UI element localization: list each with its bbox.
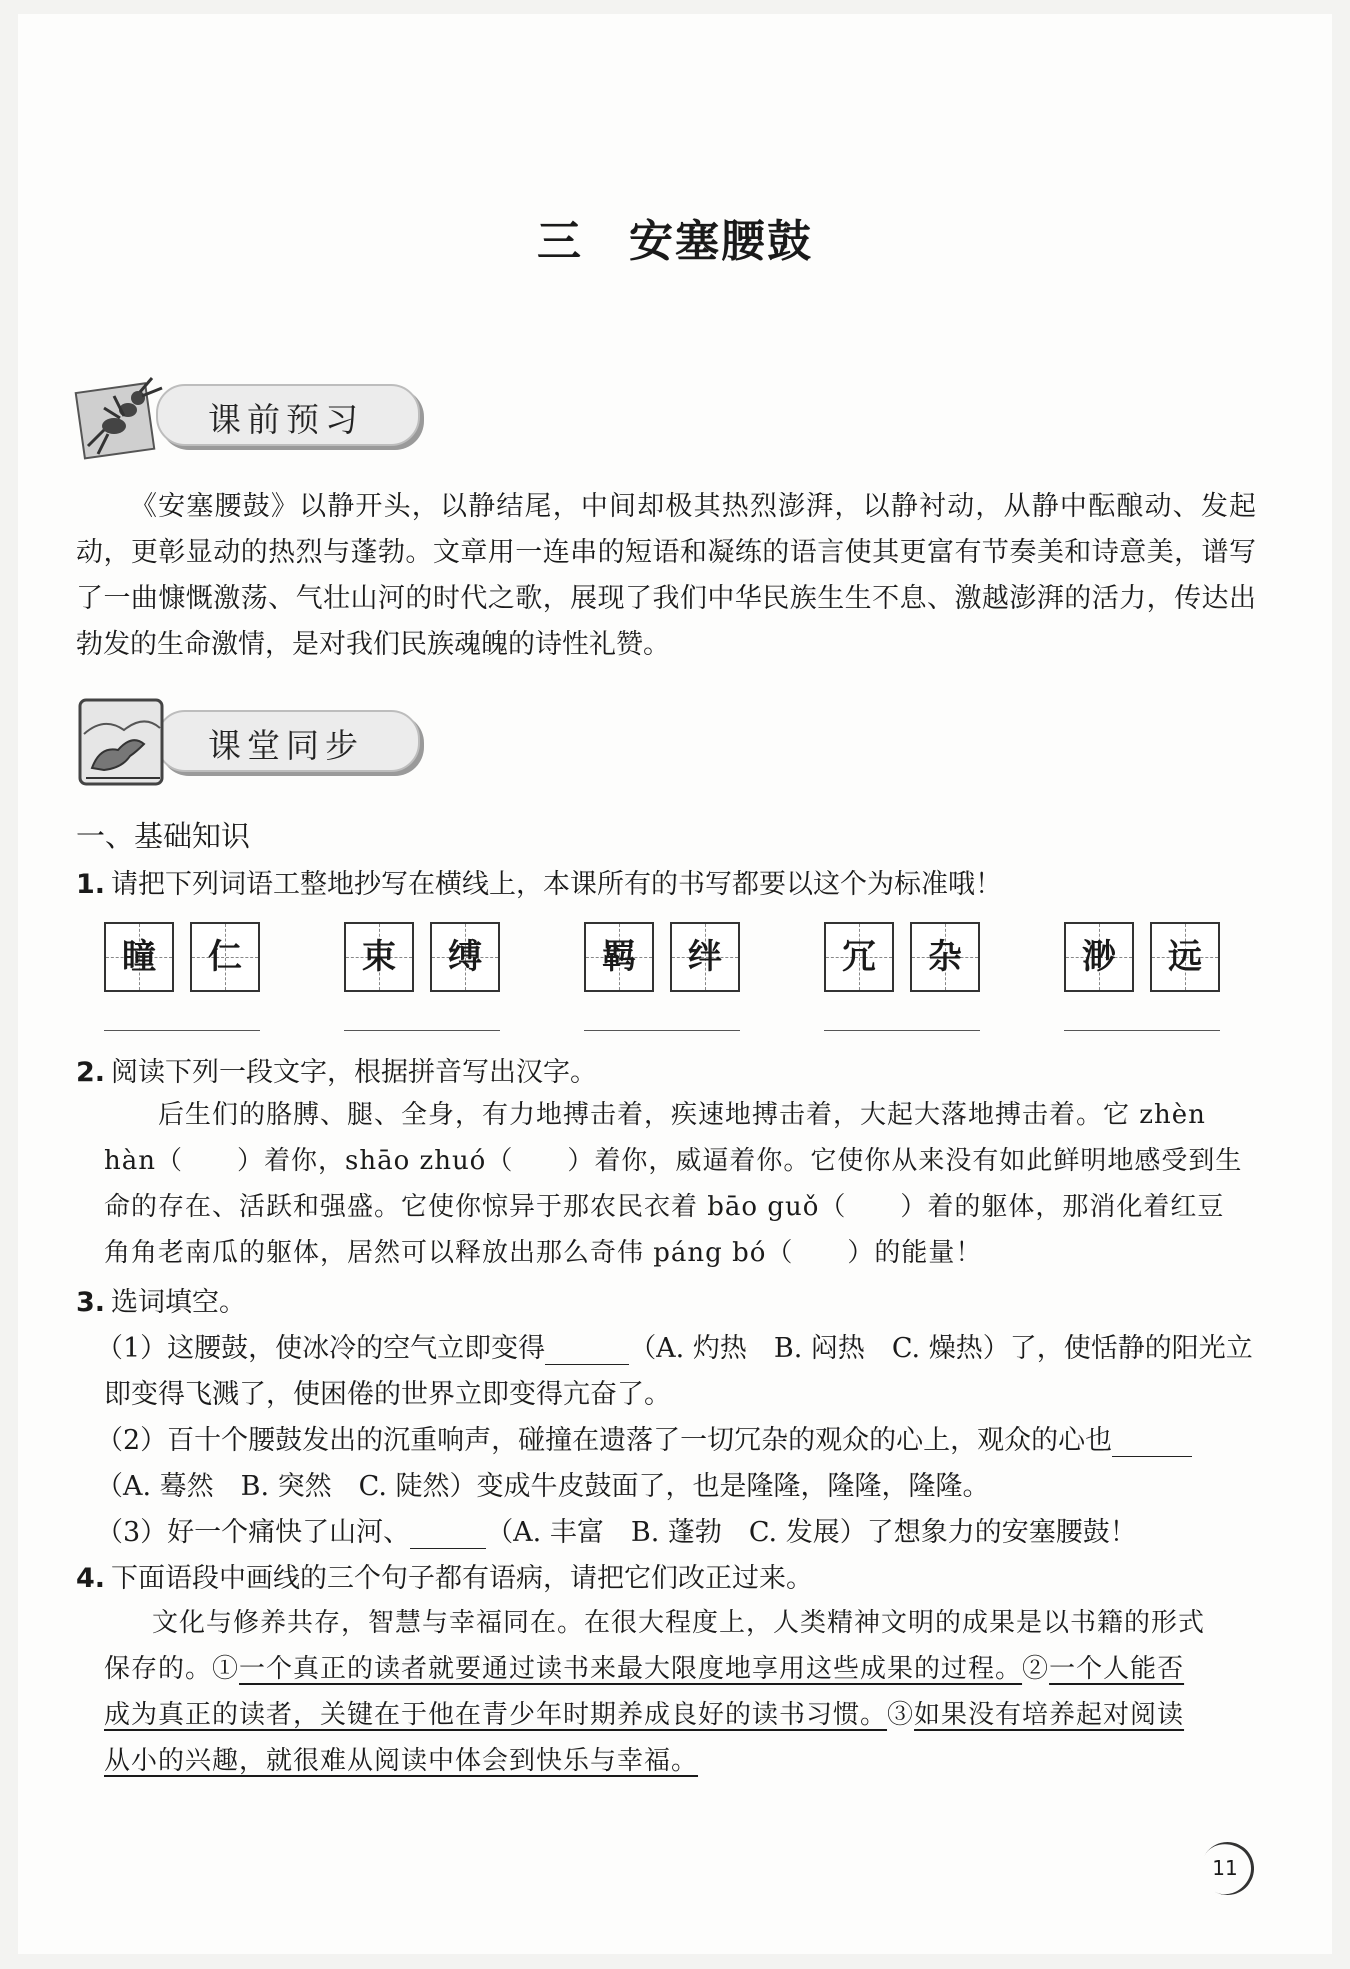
answer-blank[interactable] [545,1333,629,1365]
page-number [1205,1848,1245,1888]
char: 绊 [688,937,722,977]
writing-line[interactable] [824,1030,980,1031]
word-group-4 [824,922,980,1042]
word-group-3 [584,922,740,1042]
char-cell [190,922,260,992]
preview-text: 《安塞腰鼓》以静开头，以静结尾，中间却极其热烈澎湃，以静衬动，从静中酝酿动、发起动，更彰显动的热烈与蓬勃。文章用一连串的短语和凝练的语言使其更富有节奏美和诗意美，谱写了一曲慷慨激荡、气壮山河的时代之歌，展现了我们中华民族生生不息、激越澎湃的活力，传达出勃发的生命激情，是对我们民族魂魄的诗性礼赞。 [76,491,1256,660]
answer-blank[interactable] [1112,1425,1192,1457]
writing-line[interactable] [344,1030,500,1031]
section-label-classroom: 课堂同步 [208,726,364,765]
char: 束 [362,937,396,977]
q4-passage [104,1600,1256,1784]
ant-icon [74,368,170,464]
part1-heading: 一、基础知识 [76,819,251,853]
passage-line: 后生们的胳膊、腿、全身，有力地搏击着，疾速地搏击着，大起大落地搏击着。它 zhèn [158,1100,1206,1130]
sentence-marker-2: ② [1022,1654,1050,1684]
q4-line-2 [104,1646,1256,1692]
q3-item-2-cont [96,1464,990,1503]
question-1 [76,862,1002,901]
flawed-sentence-3a[interactable]: 如果没有培养起对阅读 [914,1700,1185,1730]
q4-number: 4. [76,1563,106,1594]
char-cell [344,922,414,992]
word-group-2 [344,922,500,1042]
section-pill [156,710,420,772]
q3-s2-part1: （2）百十个腰鼓发出的沉重响声，碰撞在遗落了一切冗杂的观众的心上，观众的心也 [96,1425,1113,1456]
q2-number: 2. [76,1057,106,1088]
char-cell [824,922,894,992]
char-cell [430,922,500,992]
q3-s1-part3: 即变得飞溅了，使困倦的世界立即变得亢奋了。 [104,1379,671,1410]
preview-paragraph [76,484,1256,668]
word-group-1 [104,922,260,1042]
char: 杂 [928,937,962,977]
q1-text: 请把下列词语工整地抄写在横线上，本课所有的书写都要以这个为标准哦！ [111,869,1003,900]
section-label-preview: 课前预习 [208,400,364,439]
passage-line: hàn（ ）着你，shāo zhuó（ ）着你，威逼着你。它使你从来没有如此鲜明地感受到生 [104,1146,1243,1176]
char: 渺 [1082,937,1116,977]
page-title: 三 安塞腰鼓 [537,216,813,267]
char-cell [104,922,174,992]
q4-intro2: 保存的。 [104,1654,213,1684]
q3-item-2 [96,1418,1266,1457]
char-cell [670,922,740,992]
q4-line-4 [104,1738,1256,1784]
q3-text: 选词填空。 [111,1287,247,1318]
q4-intro: 文化与修养共存，智慧与幸福同在。在很大程度上，人类精神文明的成果是以书籍的形式 [152,1608,1206,1638]
char: 瞳 [122,937,156,977]
q3-item-1-cont [104,1372,671,1411]
question-2 [76,1050,597,1089]
q4-text: 下面语段中画线的三个句子都有语病，请把它们改正过来。 [111,1563,814,1594]
char: 羁 [602,937,636,977]
char: 缚 [448,937,482,977]
q3-s3-part2: （A. 丰富 B. 蓬勃 C. 发展）了想象力的安塞腰鼓！ [486,1517,1137,1548]
char-cell [1064,922,1134,992]
sentence-marker-1: ① [212,1654,240,1684]
q3-s2-part2: （A. 蓦然 B. 突然 C. 陡然）变成牛皮鼓面了，也是隆隆，隆隆，隆隆。 [96,1471,990,1502]
q4-line-3 [104,1692,1256,1738]
q1-number: 1. [76,869,106,900]
flawed-sentence-1[interactable]: 一个真正的读者就要通过读书来最大限度地享用这些成果的过程。 [239,1654,1023,1684]
q3-s3-part1: （3）好一个痛快了山河、 [96,1517,411,1548]
q3-item-3 [96,1510,1137,1549]
flawed-sentence-3b[interactable]: 从小的兴趣，就很难从阅读中体会到快乐与幸福。 [104,1746,699,1776]
char-cell [910,922,980,992]
flawed-sentence-2b[interactable]: 成为真正的读者，关键在于他在青少年时期养成良好的读书习惯。 [104,1700,888,1730]
q3-s1-part2: （A. 灼热 B. 闷热 C. 燥热）了，使恬静的阳光立 [629,1333,1253,1364]
char-cell [1150,922,1220,992]
passage-line: 命的存在、活跃和强盛。它使你惊异于那农民衣着 bāo guǒ（ ）着的躯体，那消化着红豆 [104,1192,1225,1222]
writing-line[interactable] [1064,1030,1220,1031]
question-3 [76,1280,246,1319]
answer-blank[interactable] [410,1517,486,1549]
q3-number: 3. [76,1287,106,1318]
q2-text: 阅读下列一段文字，根据拼音写出汉字。 [111,1057,598,1088]
passage-line: 角角老南瓜的躯体，居然可以释放出那么奇伟 páng bó（ ）的能量！ [104,1238,983,1268]
sentence-marker-3: ③ [887,1700,915,1730]
q3-item-1 [96,1326,1256,1365]
dinosaur-icon [74,694,170,790]
char: 冗 [842,937,876,977]
char-cell [584,922,654,992]
section-badge-classroom [74,694,364,790]
flawed-sentence-2a[interactable]: 一个人能否 [1049,1654,1185,1684]
writing-line[interactable] [104,1030,260,1031]
char: 远 [1168,937,1202,977]
page-number-text: 11 [1212,1856,1238,1880]
q2-passage [104,1092,1256,1276]
writing-line[interactable] [584,1030,740,1031]
question-4 [76,1556,813,1595]
q3-s1-part1: （1）这腰鼓，使冰冷的空气立即变得 [96,1333,546,1364]
word-group-5 [1064,922,1220,1042]
section-badge-preview [74,368,364,464]
char: 仁 [208,937,242,977]
section-pill [156,384,420,446]
